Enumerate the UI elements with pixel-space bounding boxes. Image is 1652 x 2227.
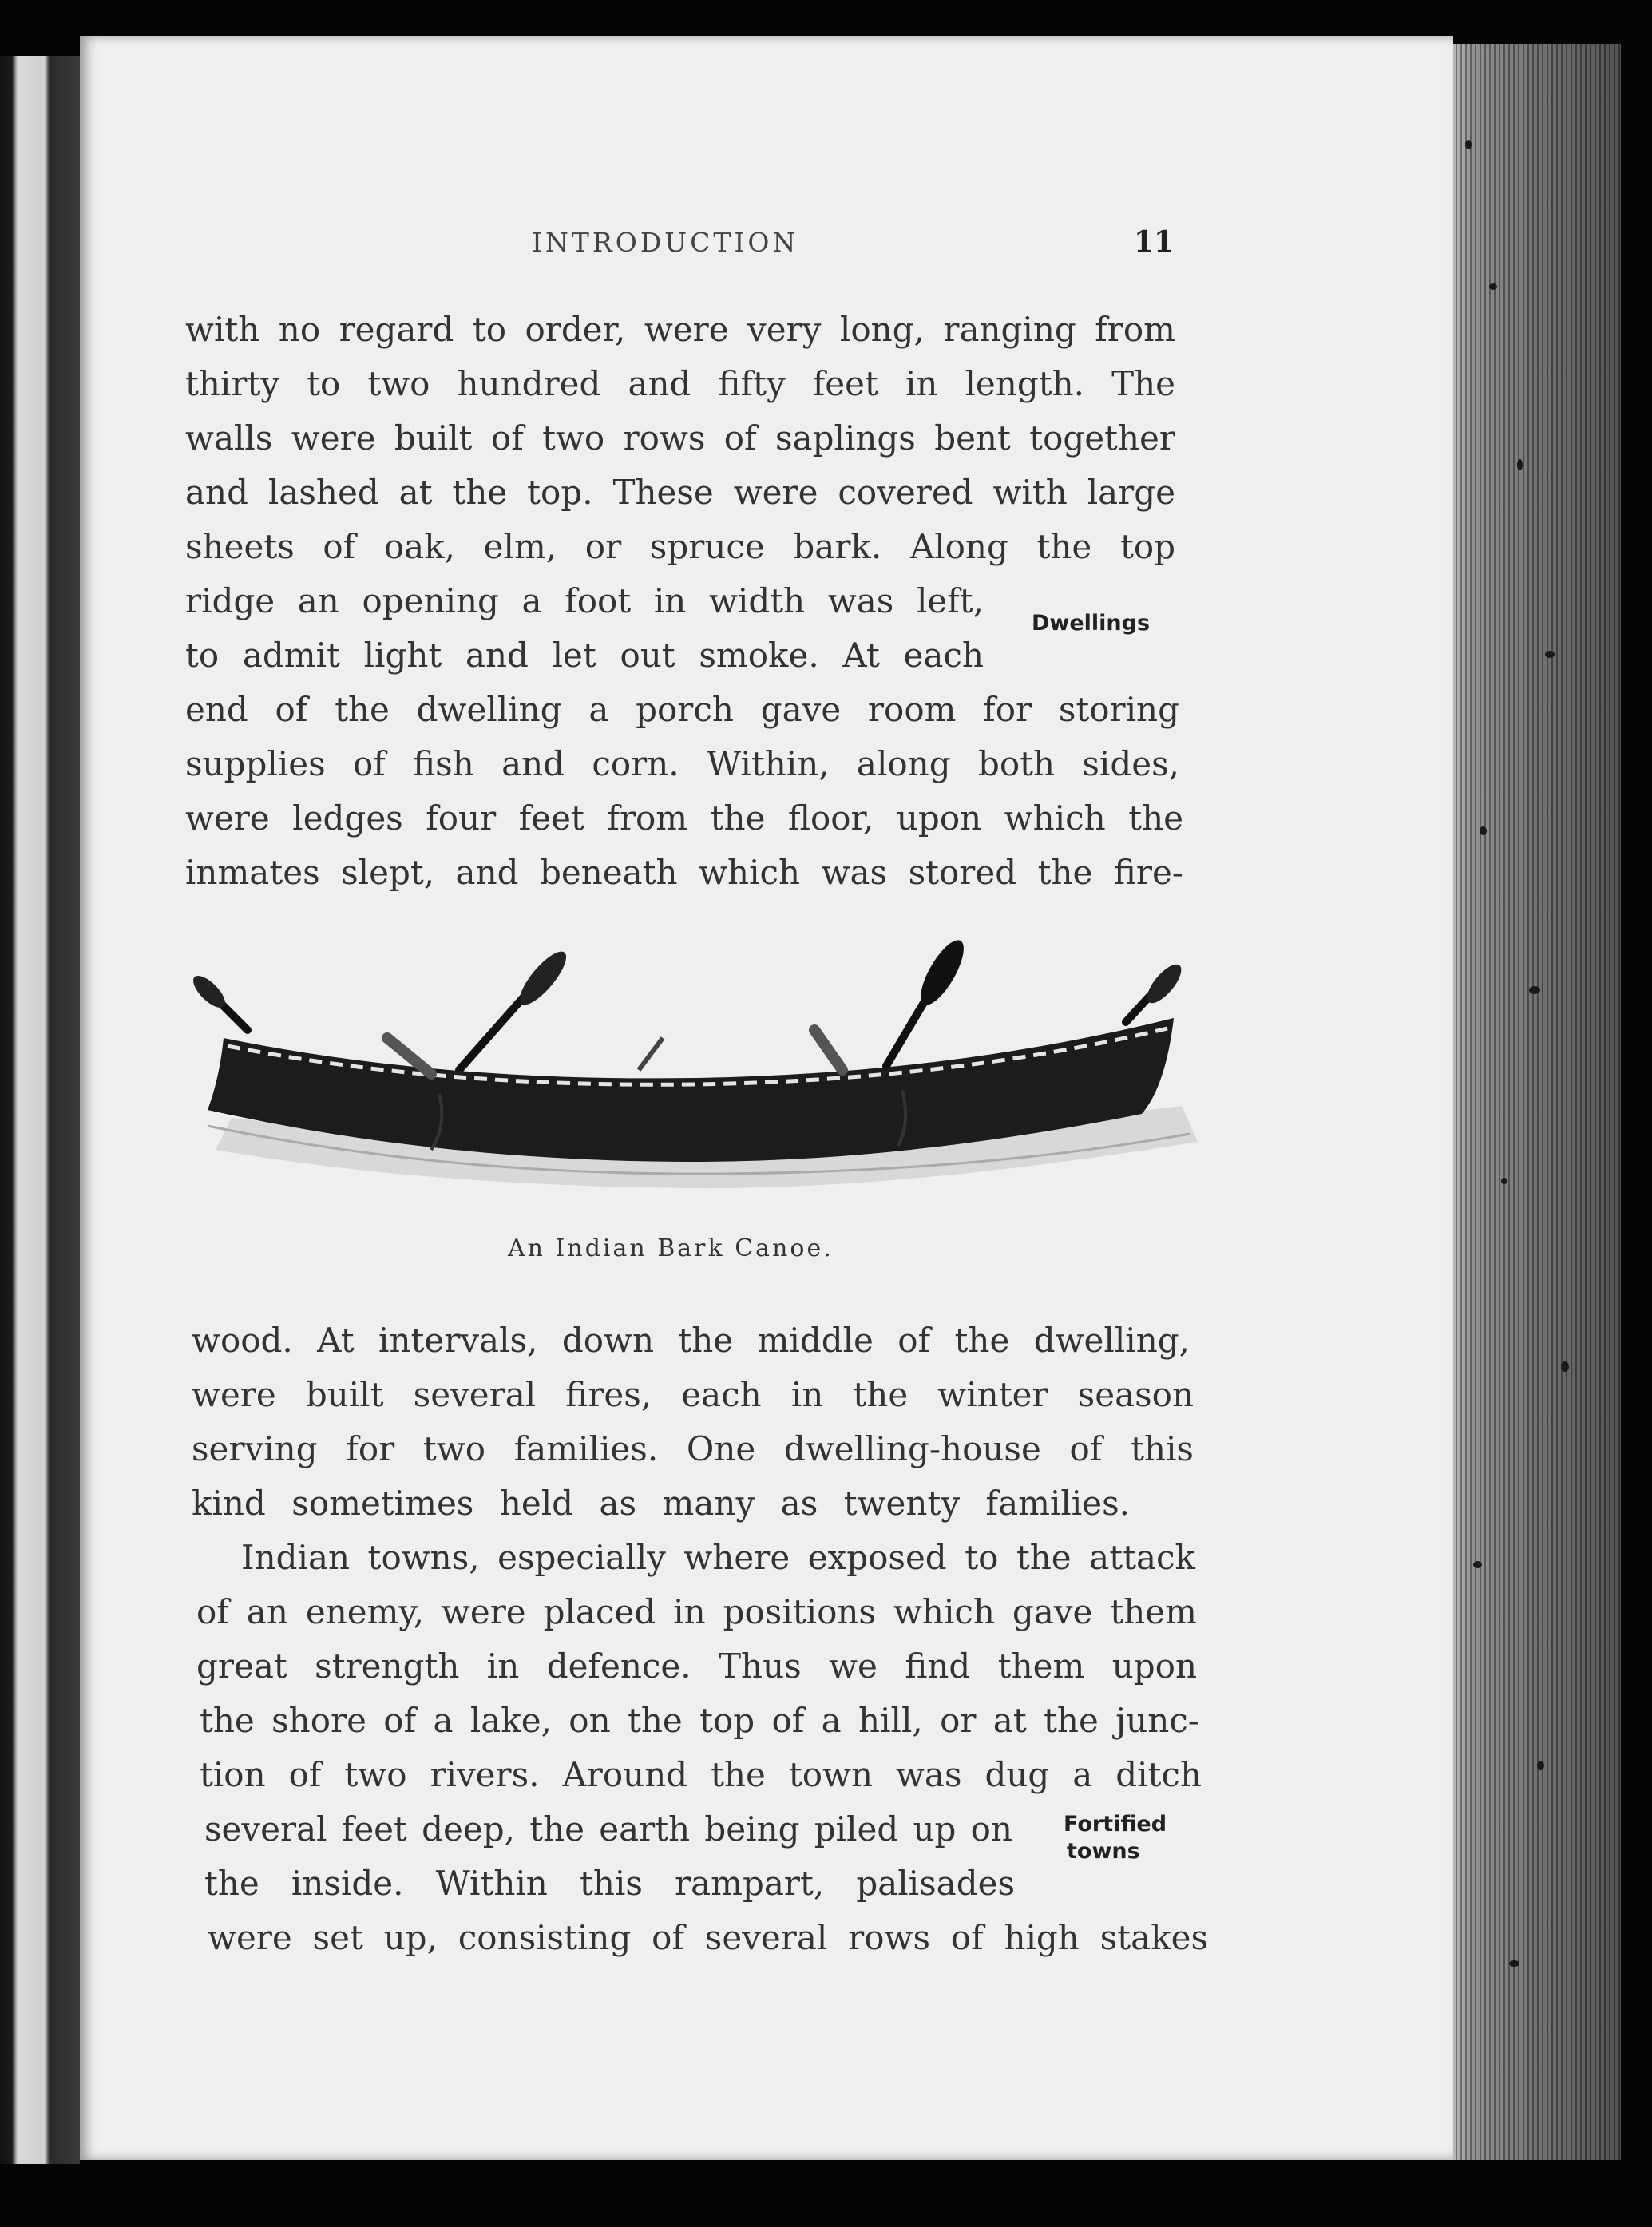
running-head: INTRODUCTION xyxy=(532,227,799,258)
margin-note-line: Fortified xyxy=(1064,1812,1167,1837)
text-line: were built several fires, each in the winter season xyxy=(192,1375,1194,1414)
margin-note-dwellings: Dwellings xyxy=(1032,611,1151,636)
text-line: of an enemy, were placed in positions which gave them xyxy=(196,1592,1197,1631)
text-line: walls were built of two rows of saplings bent together xyxy=(185,418,1175,458)
text-line: supplies of fish and corn. Within, along both sides, xyxy=(185,744,1179,783)
figure-caption: An Indian Bark Canoe. xyxy=(508,1234,834,1262)
text-line: thirty to two hundred and fifty feet in length. The xyxy=(185,364,1175,403)
text-line: to admit light and let out smoke. At each xyxy=(185,636,984,675)
text-line: Indian towns, especially where exposed to the attack xyxy=(241,1538,1195,1577)
text-line: ridge an opening a foot in width was left, xyxy=(185,581,984,620)
text-line: were ledges four feet from the floor, upon which the xyxy=(185,798,1183,838)
text-line: several feet deep, the earth being piled up on xyxy=(204,1809,1012,1849)
text-line: kind sometimes held as many as twenty families. xyxy=(192,1484,1130,1523)
text-line: sheets of oak, elm, or spruce bark. Along the top xyxy=(185,527,1175,566)
text-line: the shore of a lake, on the top of a hill, or at the junc- xyxy=(200,1701,1199,1740)
text-line: end of the dwelling a porch gave room for storing xyxy=(185,690,1179,729)
page-edges xyxy=(1441,44,1621,2160)
text-line: were set up, consisting of several rows of high stakes xyxy=(208,1918,1208,1957)
margin-note-fortified-towns xyxy=(1064,1811,1167,1865)
text-line: great strength in defence. Thus we find them upon xyxy=(196,1646,1197,1686)
margin-note-line: towns xyxy=(1067,1838,1140,1864)
text-line: the inside. Within this rampart, palisades xyxy=(204,1864,1015,1903)
text-line: with no regard to order, were very long, ranging from xyxy=(185,310,1175,349)
page-number: 11 xyxy=(1134,225,1175,259)
left-page-edge xyxy=(0,56,80,2164)
text-line: and lashed at the top. These were covered with large xyxy=(185,473,1175,512)
text-line: inmates slept, and beneath which was stored the fire- xyxy=(185,853,1183,892)
text-line: wood. At intervals, down the middle of the dwelling, xyxy=(192,1321,1190,1360)
text-line: serving for two families. One dwelling-house of this xyxy=(192,1429,1194,1468)
text-line: tion of two rivers. Around the town was dug a ditch xyxy=(200,1755,1202,1794)
canoe-illustration xyxy=(184,934,1206,1214)
